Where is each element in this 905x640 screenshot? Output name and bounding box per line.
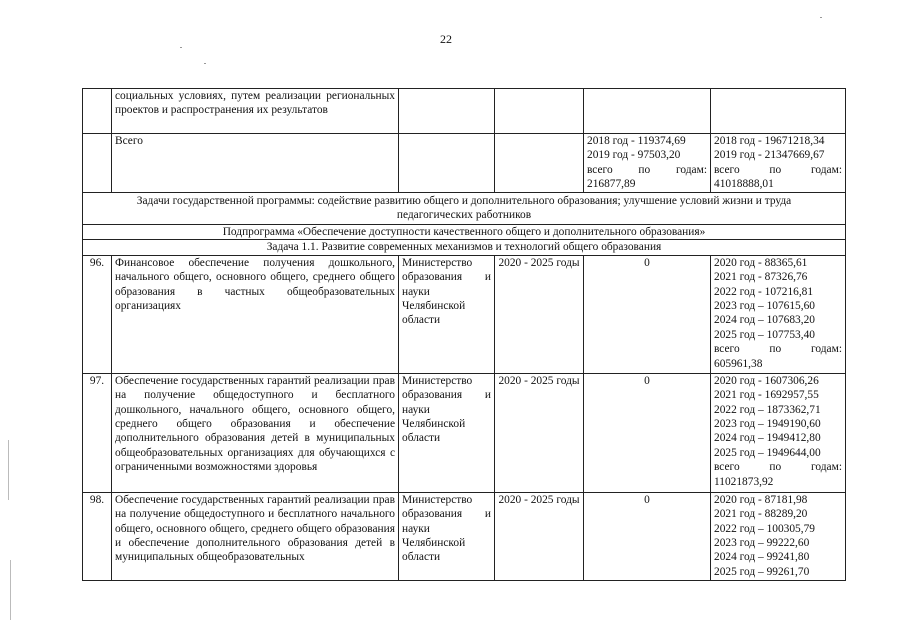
executor-cell bbox=[399, 134, 495, 193]
funding-line: 2021 год - 87326,76 bbox=[714, 271, 808, 284]
funding-cell bbox=[711, 492, 846, 580]
scan-artifact bbox=[10, 560, 11, 620]
funding-line: 605961,38 bbox=[714, 357, 763, 370]
funding-line: 2024 год – 99241,80 bbox=[714, 551, 810, 564]
funding-line: 2021 год - 88289,20 bbox=[714, 508, 808, 521]
total-label: Всего bbox=[112, 134, 399, 193]
period-cell: 2020 - 2025 годы bbox=[495, 492, 584, 580]
table-row bbox=[83, 193, 846, 225]
funding-line: 2025 год – 107753,40 bbox=[714, 328, 815, 341]
funding-line: 2023 год – 99222,60 bbox=[714, 537, 810, 550]
table-row bbox=[83, 492, 846, 580]
num-cell bbox=[83, 134, 112, 193]
description-cell: Финансовое обеспечение получения дошкольного, начального общего, основного общего, среднего общего образования в частных общеобразовательных организациях bbox=[112, 255, 399, 373]
program-table bbox=[82, 88, 846, 581]
scan-artifact bbox=[8, 440, 9, 500]
funding-cell bbox=[711, 373, 846, 492]
funding-line: 2025 год – 99261,70 bbox=[714, 565, 810, 578]
total-budget-cell bbox=[584, 134, 711, 193]
description-cell: Обеспечение государственных гарантий реализации прав на получение общедоступного и бесплатного начального общего, основного общего, среднего общего образования и обеспечение дополнительного образования детей в муниципальных общеобразовательных bbox=[112, 492, 399, 580]
funding-line: 2024 год – 1949412,80 bbox=[714, 432, 821, 445]
tasks-header: Задачи государственной программы: содействие развитию общего и дополнительного образования; улучшение условий жизни и труда педагогических работников bbox=[83, 193, 846, 225]
funding-line: 2022 год – 100305,79 bbox=[714, 522, 815, 535]
funding-line: 2018 год - 19671218,34 bbox=[714, 135, 825, 147]
funding-cell bbox=[711, 89, 846, 134]
funding-line: 2022 год – 1873362,71 bbox=[714, 403, 821, 416]
funding-line: 2022 год - 107216,81 bbox=[714, 285, 814, 298]
executor-cell bbox=[399, 89, 495, 134]
table-row bbox=[83, 373, 846, 492]
funding-line: 2023 год – 107615,60 bbox=[714, 300, 815, 313]
subprogram-header: Подпрограмма «Обеспечение доступности качественного общего и дополнительного образования» bbox=[83, 225, 846, 240]
executor-cell: Министерство образования и науки Челябинской области bbox=[399, 255, 495, 373]
scan-artifact bbox=[204, 63, 206, 64]
funding-line: 2020 год - 88365,61 bbox=[714, 256, 808, 269]
funding-line: 2019 год - 21347669,67 bbox=[714, 149, 825, 162]
funding-cell bbox=[711, 255, 846, 373]
row-number: 98. bbox=[83, 492, 112, 580]
funding-line: всего по годам: bbox=[714, 163, 842, 176]
executor-cell: Министерство образования и науки Челябинской области bbox=[399, 492, 495, 580]
funding-line: 2020 год - 87181,98 bbox=[714, 493, 808, 506]
funding-line: 41018888,01 bbox=[714, 178, 774, 191]
page-number: 22 bbox=[440, 32, 452, 46]
funding-line: 2020 год - 1607306,26 bbox=[714, 374, 819, 387]
period-cell bbox=[495, 134, 584, 193]
budget-line: всего по годам: bbox=[587, 163, 707, 176]
budget-line: 2019 год - 97503,20 bbox=[587, 149, 681, 162]
table-row bbox=[83, 225, 846, 240]
budget-line: 216877,89 bbox=[587, 178, 636, 191]
funding-line: 2021 год - 1692957,55 bbox=[714, 389, 819, 402]
scan-artifact bbox=[180, 47, 182, 48]
funding-line: 2025 год – 1949644,00 bbox=[714, 446, 821, 459]
executor-cell: Министерство образования и науки Челябинской области bbox=[399, 373, 495, 492]
funding-line: 2024 год – 107683,20 bbox=[714, 314, 815, 327]
task-header: Задача 1.1. Развитие современных механизмов и технологий общего образования bbox=[83, 240, 846, 255]
funding-line: всего по годам: bbox=[714, 461, 842, 474]
budget-cell: 0 bbox=[584, 492, 711, 580]
scan-artifact bbox=[820, 17, 822, 18]
period-cell: 2020 - 2025 годы bbox=[495, 373, 584, 492]
row-number: 97. bbox=[83, 373, 112, 492]
funding-line: всего по годам: bbox=[714, 343, 842, 356]
table-row bbox=[83, 255, 846, 373]
description-cell: Обеспечение государственных гарантий реализации прав на получение общедоступного и бесплатного дошкольного, начального общего, основного общего, среднего общего образования и обеспечение дополнительного образования детей в муниципальных общеобразовательных организациях для обучающихся с ограниченными возможностями здоровья bbox=[112, 373, 399, 492]
table-row bbox=[83, 240, 846, 255]
row-number: 96. bbox=[83, 255, 112, 373]
description-cell: социальных условиях, путем реализации региональных проектов и распространения их результатов bbox=[112, 89, 399, 134]
period-cell: 2020 - 2025 годы bbox=[495, 255, 584, 373]
budget-cell: 0 bbox=[584, 255, 711, 373]
table-row bbox=[83, 134, 846, 193]
num-cell bbox=[83, 89, 112, 134]
total-funding-cell bbox=[711, 134, 846, 193]
budget-cell: 0 bbox=[584, 373, 711, 492]
budget-line: 2018 год - 119374,69 bbox=[587, 135, 686, 147]
funding-line: 11021873,92 bbox=[714, 475, 774, 488]
funding-line: 2023 год – 1949190,60 bbox=[714, 418, 821, 431]
budget-cell bbox=[584, 89, 711, 134]
period-cell bbox=[495, 89, 584, 134]
table-row bbox=[83, 89, 846, 134]
